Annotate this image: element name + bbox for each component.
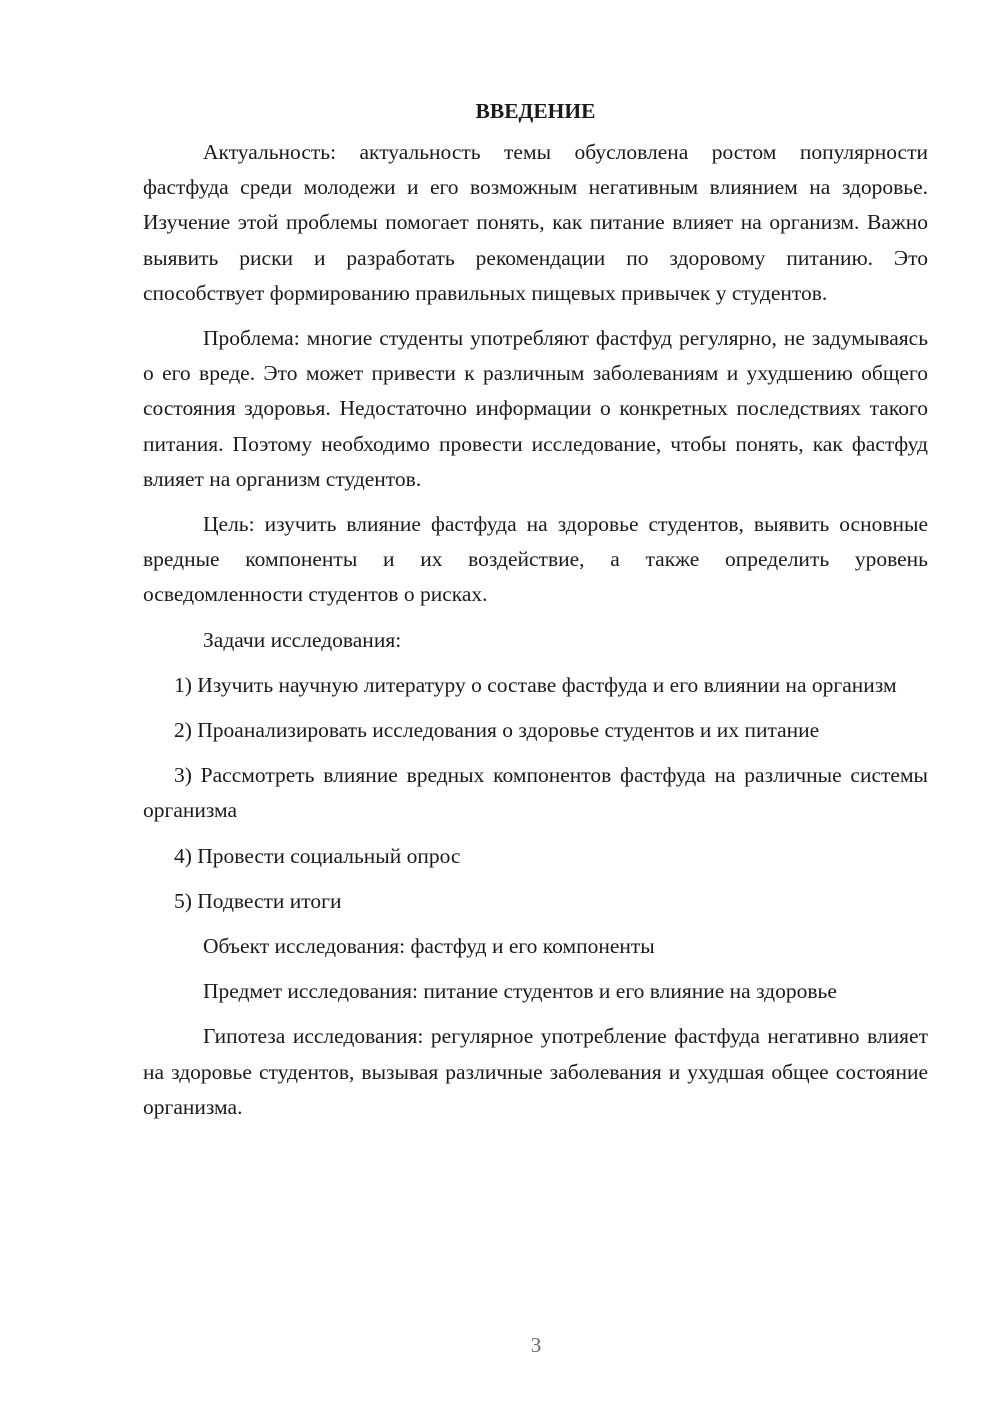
task-item: 4) Провести социальный опрос: [174, 843, 461, 868]
subject-paragraph: Предмет исследования: питание студентов и его влияние на здоровье: [203, 979, 837, 1004]
relevance-paragraph: Актуальность: актуальность темы обусловлена ростом популярности фастфуда среди молодежи и его возможным негативным влиянием на здоровье. Изучение этой проблемы помогает понять, как питание влияет на организм. Важно выявить риски и разработать рекомендации по здоровому питанию. Это способствует формированию правильных пищевых привычек у студентов.: [143, 140, 928, 305]
tasks-title: Задачи исследования:: [203, 627, 402, 652]
task-item: 1) Изучить научную литературу о составе фастфуда и его влиянии на организм: [174, 672, 897, 697]
task-item: 2) Проанализировать исследования о здоровье студентов и их питание: [174, 718, 820, 743]
task-item: 5) Подвести итоги: [174, 888, 342, 913]
problem-paragraph: Проблема: многие студенты употребляют фастфуд регулярно, не задумываясь о его вреде. Это может привести к различным заболеваниям и ухудшению общего состояния здоровья. Недостаточно информации о конкретных последствиях такого питания. Поэтому необходимо провести исследование, чтобы понять, как фастфуд влияет на организм студентов.: [143, 326, 928, 491]
object-paragraph: Объект исследования: фастфуд и его компоненты: [203, 934, 655, 959]
page-number: 3: [530, 1333, 542, 1357]
document-page: [143, 94, 928, 1135]
section-heading: ВВЕДЕНИЕ: [475, 99, 596, 123]
task-item: 3) Рассмотреть влияние вредных компонентов фастфуда на различные системы организма: [143, 763, 928, 823]
goal-paragraph: Цель: изучить влияние фастфуда на здоровье студентов, выявить основные вредные компоненты и их воздействие, а также определить уровень осведомленности студентов о рисках.: [143, 512, 928, 607]
hypothesis-paragraph: Гипотеза исследования: регулярное употребление фастфуда негативно влияет на здоровье студентов, вызывая различные заболевания и ухудшая общее состояние организма.: [143, 1024, 928, 1119]
